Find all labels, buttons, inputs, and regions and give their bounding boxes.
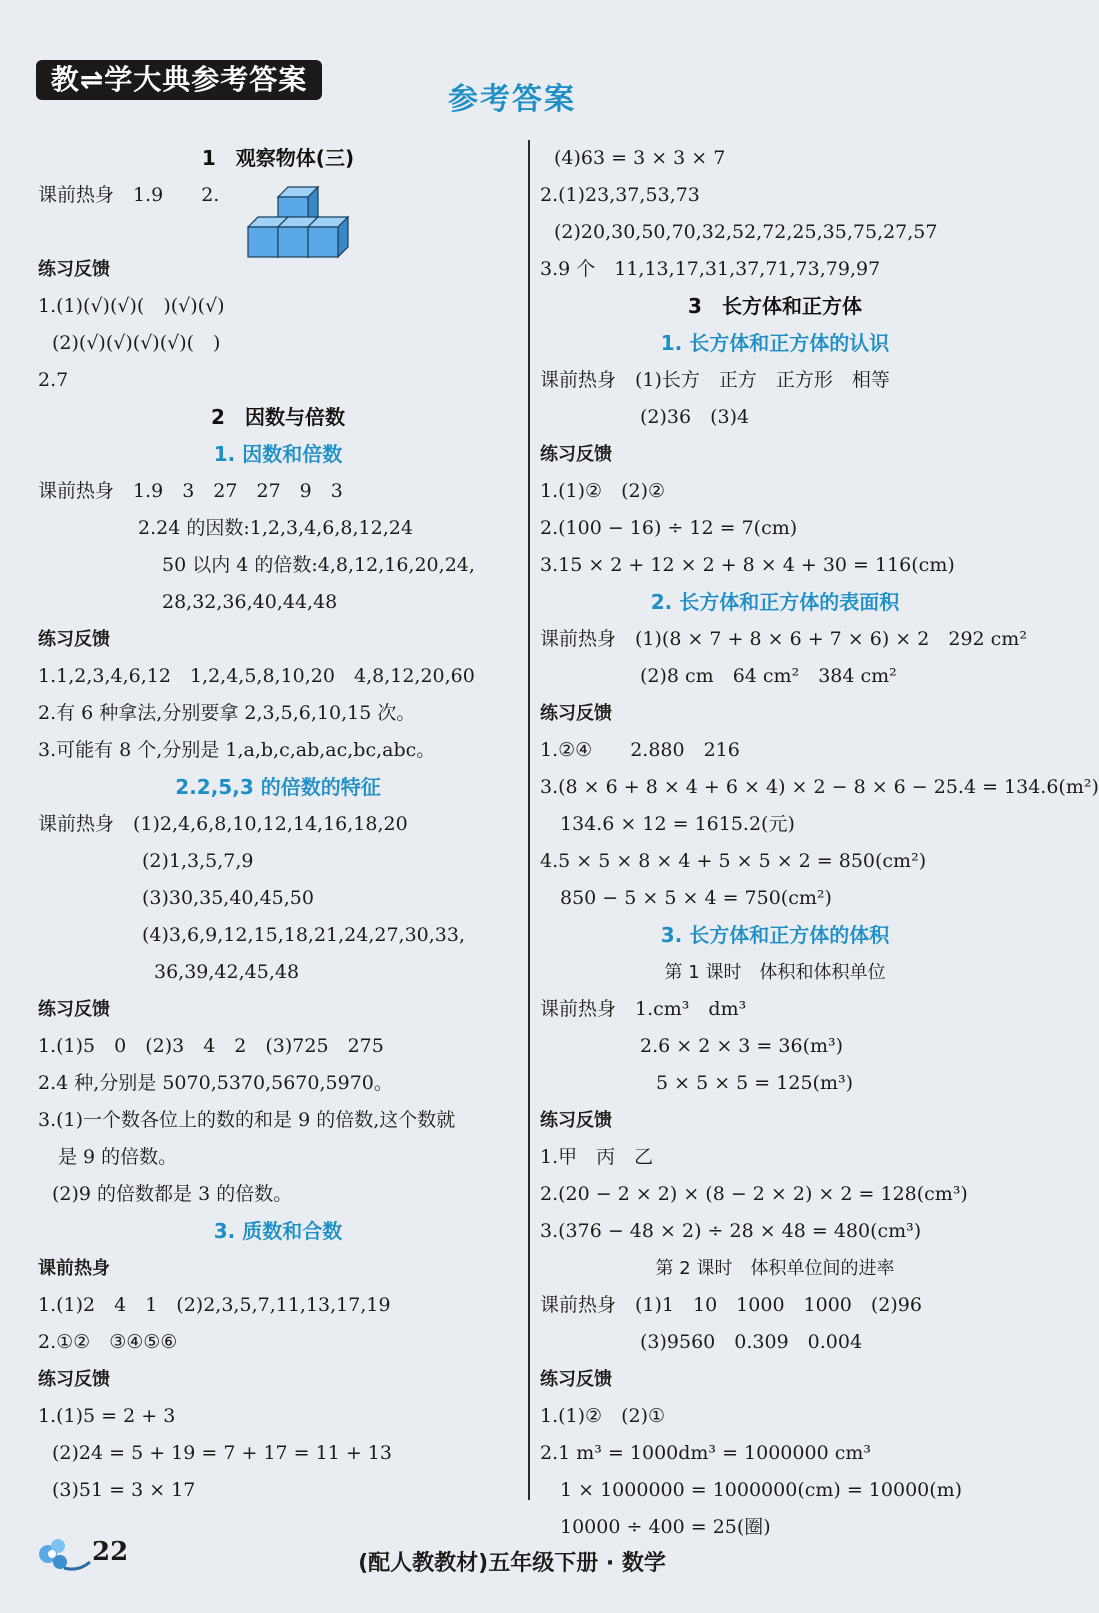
answer-line: 3.(376 − 48 × 2) ÷ 28 × 48 = 480(cm³) [540, 1220, 922, 1242]
label-heading: 练习反馈 [38, 629, 110, 650]
answer-line: 134.6 × 12 = 1615.2(元) [560, 813, 795, 835]
answer-line: 1 × 1000000 = 1000000(cm) = 10000(m) [560, 1479, 963, 1501]
answer-line: 3.15 × 2 + 12 × 2 + 8 × 4 + 30 = 116(cm) [540, 554, 955, 576]
answer-line: 1.1,2,3,4,6,12 1,2,4,5,8,10,20 4,8,12,20,60 [38, 665, 475, 687]
answer-line: (3)9560 0.309 0.004 [640, 1331, 863, 1353]
answer-line: (4)63 = 3 × 3 × 7 [554, 147, 726, 169]
subsection-heading: 2. 长方体和正方体的表面积 [650, 590, 900, 614]
answer-line: (2)8 cm 64 cm² 384 cm² [640, 665, 897, 687]
answer-line: 课前热身 (1)(8 × 7 + 8 × 6 + 7 × 6) × 2 292 cm² [540, 628, 1027, 650]
answer-line: 2.7 [38, 369, 69, 391]
answer-line: (2)36 (3)4 [640, 406, 750, 428]
book-badge: 教⇌学大典参考答案 [36, 60, 322, 100]
label-heading: 练习反馈 [38, 259, 110, 280]
answer-line: 50 以内 4 的倍数:4,8,12,16,20,24, [162, 554, 475, 576]
answer-line: 1.(1)2 4 1 (2)2,3,5,7,11,13,17,19 [38, 1294, 391, 1316]
answer-line: (2)24 = 5 + 19 = 7 + 17 = 11 + 13 [52, 1442, 392, 1464]
subsection-heading: 3. 质数和合数 [213, 1219, 343, 1243]
answer-line: 课前热身 (1)长方 正方 正方形 相等 [540, 369, 890, 391]
answer-line: 课前热身 (1)1 10 1000 1000 (2)96 [540, 1294, 922, 1316]
lesson-heading: 第 2 课时 体积单位间的进率 [655, 1258, 895, 1279]
answer-line: 5 × 5 × 5 = 125(m³) [656, 1072, 853, 1094]
answer-line: 3.(1)一个数各位上的数的和是 9 的倍数,这个数就 [38, 1109, 456, 1131]
answer-line: 10000 ÷ 400 = 25(圈) [560, 1516, 771, 1538]
answer-line: (2)1,3,5,7,9 [142, 850, 254, 872]
answer-line: 4.5 × 5 × 8 × 4 + 5 × 5 × 2 = 850(cm²) [540, 850, 927, 872]
subsection-heading: 1. 因数和倍数 [213, 442, 343, 466]
label-heading: 练习反馈 [38, 1369, 110, 1390]
subsection-heading: 2.2,5,3 的倍数的特征 [175, 775, 381, 799]
answer-line: 2.1 m³ = 1000dm³ = 1000000 cm³ [540, 1442, 871, 1464]
answer-line: 3.(8 × 6 + 8 × 4 + 6 × 4) × 2 − 8 × 6 − 25.4 = 134.6(m²) [540, 776, 1099, 798]
answer-line: 2.①② ③④⑤⑥ [38, 1331, 178, 1353]
section-heading: 2 因数与倍数 [211, 405, 345, 429]
label-heading: 课前热身 [38, 1258, 110, 1279]
answer-line: 36,39,42,45,48 [154, 961, 300, 983]
section-heading: 1 观察物体(三) [201, 146, 355, 170]
left-column [38, 140, 518, 1509]
answer-line: 课前热身 1.cm³ dm³ [540, 998, 747, 1020]
answer-line: 1.(1)5 = 2 + 3 [38, 1405, 176, 1427]
answer-line: 3.可能有 8 个,分别是 1,a,b,c,ab,ac,bc,abc。 [38, 739, 436, 761]
column-divider [528, 140, 530, 1500]
answer-line: 2.有 6 种拿法,分别要拿 2,3,5,6,10,15 次。 [38, 702, 416, 724]
subsection-heading: 3. 长方体和正方体的体积 [660, 923, 890, 947]
page-title: 参考答案 [448, 82, 576, 117]
label-heading: 练习反馈 [540, 703, 612, 724]
answer-line: 1.(1)② (2)① [540, 1405, 666, 1427]
right-column [540, 140, 1099, 1546]
answer-line: 2.4 种,分别是 5070,5370,5670,5970。 [38, 1072, 393, 1094]
answer-line: 课前热身 1.9 2. [38, 177, 518, 214]
answer-line: 课前热身 (1)2,4,6,8,10,12,14,16,18,20 [38, 813, 408, 835]
answer-line: 28,32,36,40,44,48 [162, 591, 338, 613]
answer-line: (2)9 的倍数都是 3 的倍数。 [52, 1183, 293, 1205]
answer-line: (2)(√)(√)(√)(√)( ) [52, 332, 221, 354]
footer-text: (配人教教材)五年级下册 · 数学 [358, 1551, 666, 1576]
answer-line: (3)30,35,40,45,50 [142, 887, 314, 909]
answer-line: (3)51 = 3 × 17 [52, 1479, 196, 1501]
answer-line: 2.(100 − 16) ÷ 12 = 7(cm) [540, 517, 798, 539]
answer-line: 2.(20 − 2 × 2) × (8 − 2 × 2) × 2 = 128(cm³) [540, 1183, 968, 1205]
answer-line: 是 9 的倍数。 [58, 1146, 178, 1168]
answer-line: 850 − 5 × 5 × 4 = 750(cm²) [560, 887, 832, 909]
answer-line: 3.9 个 11,13,17,31,37,71,73,79,97 [540, 258, 881, 280]
answer-line: 1.②④ 2.880 216 [540, 739, 740, 761]
section-heading: 3 长方体和正方体 [688, 294, 862, 318]
answer-line: (4)3,6,9,12,15,18,21,24,27,30,33, [142, 924, 466, 946]
page-number: 22 [92, 1537, 129, 1567]
answer-line: 1.甲 丙 乙 [540, 1146, 654, 1168]
answer-line: 1.(1)② (2)② [540, 480, 666, 502]
answer-line: 1.(1)(√)(√)( )(√)(√) [38, 295, 225, 317]
answer-line: (2)20,30,50,70,32,52,72,25,35,75,27,57 [554, 221, 938, 243]
answer-line: 课前热身 1.9 3 27 27 9 3 [38, 480, 343, 502]
spacer [38, 214, 518, 251]
lesson-heading: 第 1 课时 体积和体积单位 [664, 962, 886, 983]
answer-line: 2.6 × 2 × 3 = 36(m³) [640, 1035, 844, 1057]
label-heading: 练习反馈 [540, 444, 612, 465]
label-heading: 练习反馈 [38, 999, 110, 1020]
answer-line: 2.24 的因数:1,2,3,4,6,8,12,24 [138, 517, 413, 539]
answer-line: 1.(1)5 0 (2)3 4 2 (3)725 275 [38, 1035, 384, 1057]
label-heading: 练习反馈 [540, 1110, 612, 1131]
subsection-heading: 1. 长方体和正方体的认识 [660, 331, 890, 355]
label-heading: 练习反馈 [540, 1369, 612, 1390]
answer-line: 2.(1)23,37,53,73 [540, 184, 700, 206]
